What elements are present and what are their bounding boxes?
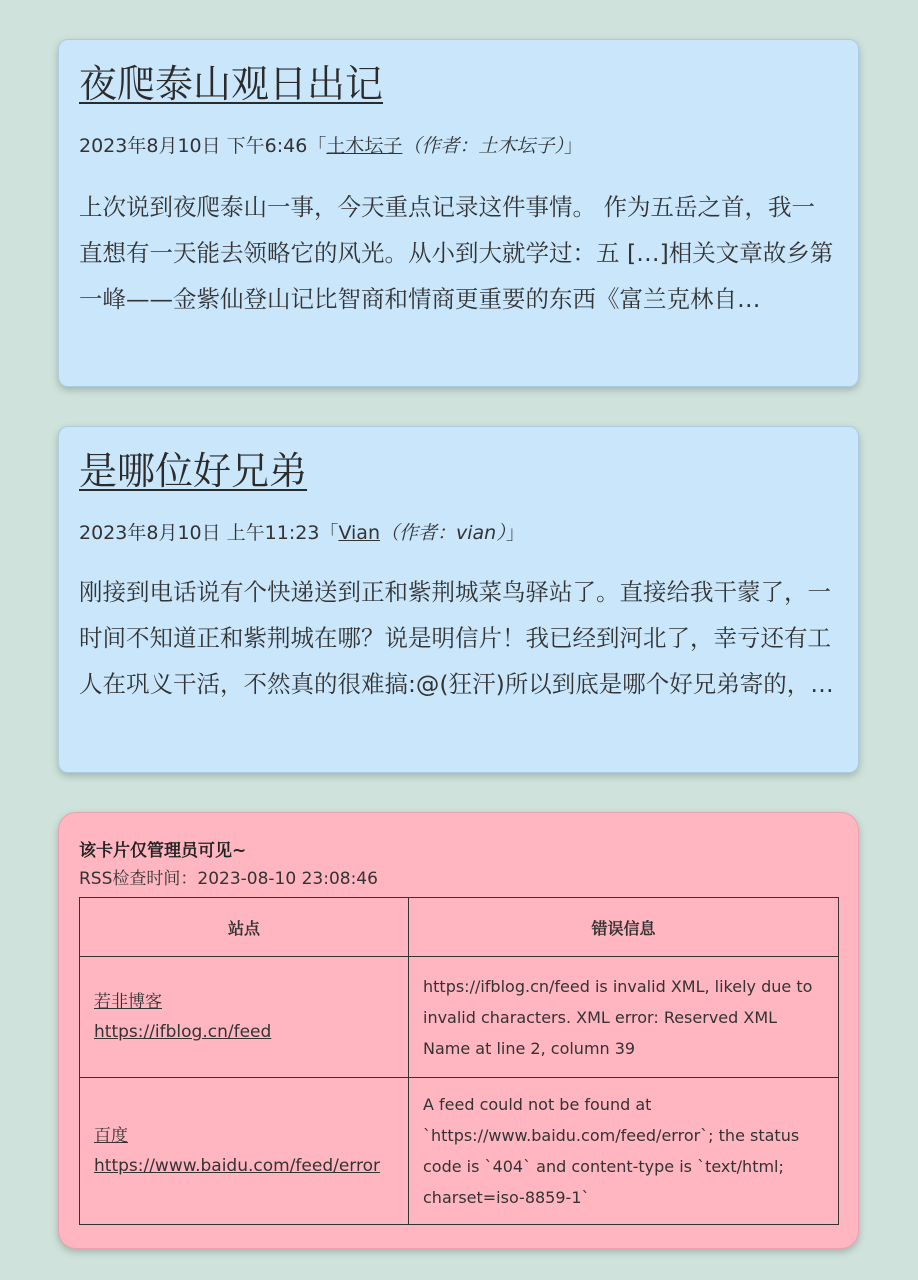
post-author-link[interactable]: Vian (338, 521, 380, 544)
post-meta (79, 521, 838, 546)
site-url-link[interactable]: https://www.baidu.com/feed/error (94, 1156, 381, 1176)
table-row (80, 1078, 839, 1225)
post-card (58, 426, 859, 773)
meta-bracket-open: 「 (307, 134, 327, 157)
post-author-link[interactable]: 土木坛子 (326, 134, 403, 157)
table-header-row (80, 898, 839, 957)
error-message: A feed could not be found at `https://www.baidu.com/feed/error`; the status code is `404` and content-type is `text/html; charset=iso-8859-1` (409, 1078, 839, 1225)
site-cell (80, 957, 409, 1078)
rss-check-time: RSS检查时间：2023-08-10 23:08:46 (79, 869, 378, 889)
post-meta (79, 134, 838, 159)
site-name-link[interactable]: 百度 (94, 1126, 128, 1146)
site-url-link[interactable]: https://ifblog.cn/feed (94, 1022, 272, 1042)
post-excerpt: 刚接到电话说有个快递送到正和紫荆城菜鸟驿站了。直接给我干蒙了，一时间不知道正和紫荆城在哪？说是明信片！我已经到河北了，幸亏还有工人在巩义干活，不然真的很难搞:@(狂汗)所以到底是哪个好兄弟寄的，… (79, 578, 834, 699)
column-header-site: 站点 (80, 898, 409, 957)
site-name-link[interactable]: 若非博客 (94, 992, 162, 1012)
meta-bracket-open: 「 (319, 521, 339, 544)
admin-card-title: 该卡片仅管理员可见~ (79, 841, 247, 861)
admin-rss-card (58, 812, 859, 1249)
post-title[interactable]: 是哪位好兄弟 (79, 449, 308, 493)
post-date: 2023年8月10日 上午11:23 (79, 521, 320, 544)
post-excerpt: 上次说到夜爬泰山一事，今天重点记录这件事情。 作为五岳之首，我一直想有一天能去领略它的风光。从小到大就学过：五 […]相关文章故乡第一峰——金紫仙登山记比智商和情商更重要的东西《富兰克林自… (79, 193, 834, 314)
post-title[interactable]: 夜爬泰山观日出记 (79, 62, 384, 106)
post-card (58, 39, 859, 387)
post-date: 2023年8月10日 下午6:46 (79, 134, 308, 157)
rss-error-table (79, 897, 839, 1225)
meta-bracket-close: 」 (563, 134, 583, 157)
table-row (80, 957, 839, 1078)
post-author-note: （作者：土木坛子） (402, 134, 564, 157)
column-header-error: 错误信息 (409, 898, 839, 957)
meta-bracket-close: 」 (505, 521, 525, 544)
post-author-note: （作者：vian） (379, 521, 506, 544)
error-message: https://ifblog.cn/feed is invalid XML, likely due to invalid characters. XML error: Reserved XML Name at line 2, column 39 (409, 957, 839, 1078)
site-cell (80, 1078, 409, 1225)
